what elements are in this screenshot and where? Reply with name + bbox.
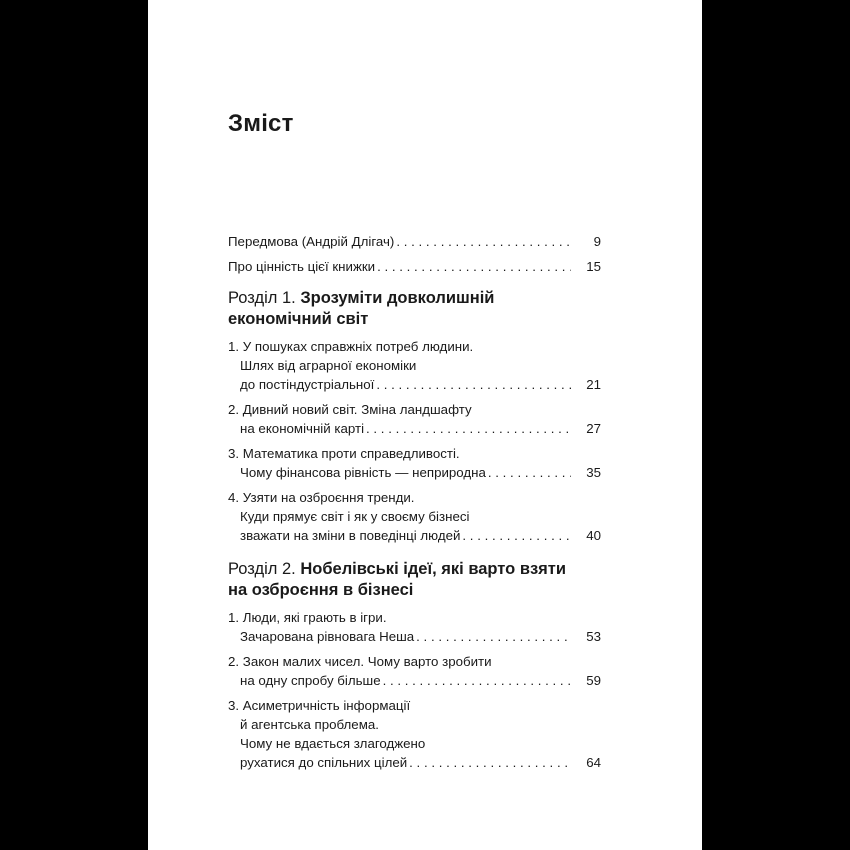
toc-entry[interactable]: 2. Закон малих чисел. Чому варто зробити на одну спробу більше . . . 59 — [228, 652, 601, 690]
page-number: 15 — [586, 259, 601, 274]
dot-leader — [377, 257, 571, 276]
dot-leader — [396, 232, 571, 251]
toc-entry[interactable]: 4. Узяти на озброєння тренди. Куди прямує світ і як у своєму бізнесі зважати на зміни в поведінці людей . . . 40 — [228, 488, 601, 545]
toc-entry-value[interactable]: Про цінність цієї книжки . . . 15 — [228, 257, 601, 276]
toc-entry[interactable]: 3. Асиметричність інформації й агентська проблема. Чому не вдається злагоджено рухатися до спільних цілей . . . 64 — [228, 696, 601, 772]
toc-entry[interactable]: 2. Дивний новий світ. Зміна ландшафту на економічній карті . . . 27 — [228, 400, 601, 438]
toc-entry[interactable]: 1. У пошуках справжніх потреб людини. Шлях від аграрної економіки до постіндустріальної . . . 21 — [228, 337, 601, 394]
page-title: Зміст — [228, 110, 294, 137]
section-heading-2[interactable]: Розділ 2. Нобелівські ідеї, які варто взяти на озброєння в бізнесі — [228, 560, 567, 599]
section-heading-1[interactable]: Розділ 1. Зрозуміти довколишній економічний світ — [228, 289, 495, 328]
toc-entry-foreword[interactable]: Передмова (Андрій Длігач) . . . 9 — [228, 232, 601, 251]
book-page — [148, 0, 702, 850]
toc-entry[interactable]: 1. Люди, які грають в ігри. Зачарована рівновага Неша . . . 53 — [228, 608, 601, 646]
toc-entry[interactable]: 3. Математика проти справедливості. Чому фінансова рівність — неприродна . . . 35 — [228, 444, 601, 482]
page-number: 9 — [593, 234, 601, 249]
table-of-contents — [228, 232, 601, 778]
